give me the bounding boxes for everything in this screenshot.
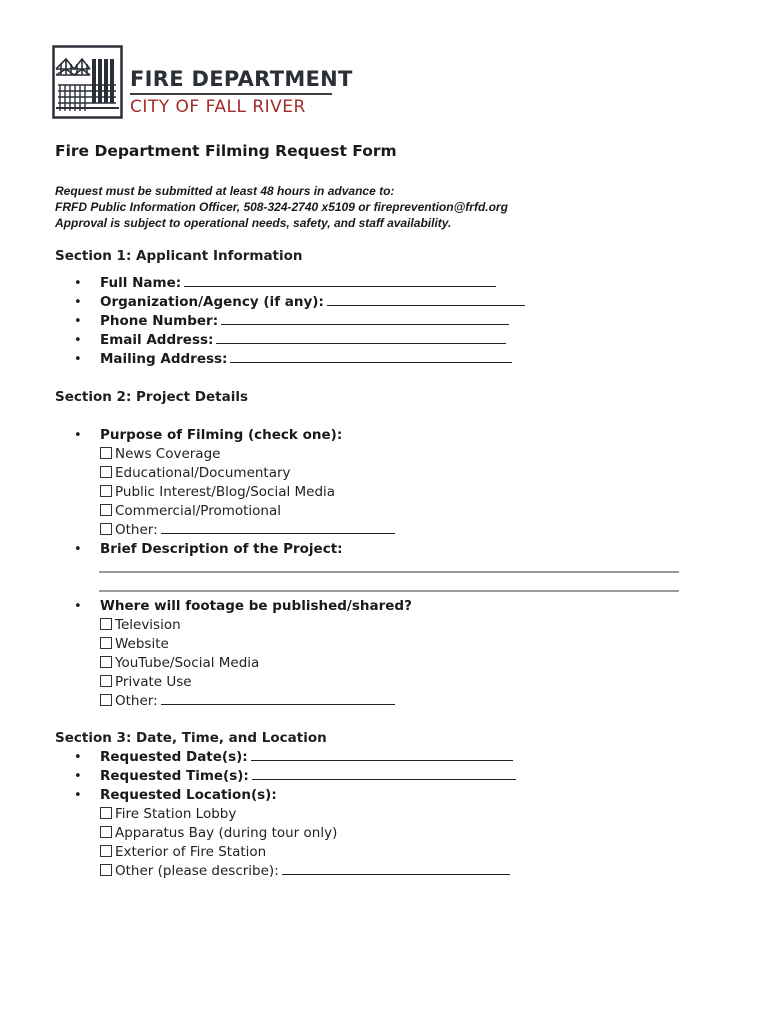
checkbox[interactable] xyxy=(100,864,112,876)
checkbox[interactable] xyxy=(100,807,112,819)
section-2-heading: Section 2: Project Details xyxy=(55,389,249,405)
purpose-option-commercial[interactable] xyxy=(100,502,281,521)
published-option-other[interactable] xyxy=(100,692,395,711)
bullet: • xyxy=(74,314,82,329)
logo-subtitle: CITY OF FALL RIVER xyxy=(130,97,306,117)
bullet: • xyxy=(74,788,82,803)
description-label: Brief Description of the Project: xyxy=(100,541,343,557)
location-option-lobby[interactable] xyxy=(100,805,236,824)
checkbox[interactable] xyxy=(100,523,112,535)
location-option-exterior[interactable] xyxy=(100,843,266,862)
section-3-heading: Section 3: Date, Time, and Location xyxy=(55,730,327,746)
bullet: • xyxy=(74,428,82,443)
field-label: Full Name: xyxy=(100,275,182,291)
checkbox[interactable] xyxy=(100,826,112,838)
published-option-youtube[interactable] xyxy=(100,654,259,673)
option-label: Exterior of Fire Station xyxy=(115,844,267,860)
phone-blank[interactable] xyxy=(221,312,509,325)
option-label: Website xyxy=(115,636,169,652)
requested-date-blank[interactable] xyxy=(251,748,513,761)
bridge-emblem-icon xyxy=(52,45,123,119)
location-option-apparatus-bay[interactable] xyxy=(100,824,337,843)
mailing-address-blank[interactable] xyxy=(230,350,512,363)
fire-department-logo xyxy=(52,45,353,121)
purpose-option-other[interactable] xyxy=(100,521,395,540)
field-label: Phone Number: xyxy=(100,313,219,329)
checkbox[interactable] xyxy=(100,675,112,687)
organization-field[interactable] xyxy=(100,293,525,312)
bullet: • xyxy=(74,352,82,367)
published-other-blank[interactable] xyxy=(161,692,395,705)
field-label: Organization/Agency (if any): xyxy=(100,294,324,310)
checkbox[interactable] xyxy=(100,694,112,706)
logo-title: FIRE DEPARTMENT xyxy=(130,67,353,91)
bullet: • xyxy=(74,769,82,784)
purpose-other-blank[interactable] xyxy=(161,521,395,534)
full-name-field[interactable] xyxy=(100,274,496,293)
checkbox[interactable] xyxy=(100,447,112,459)
checkbox[interactable] xyxy=(100,466,112,478)
option-label: Public Interest/Blog/Social Media xyxy=(115,484,336,500)
intro-line: FRFD Public Information Officer, 508-324-2740 x5109 or fireprevention@frfd.org xyxy=(55,200,508,214)
field-label: Email Address: xyxy=(100,332,214,348)
option-label: YouTube/Social Media xyxy=(115,655,260,671)
description-line[interactable] xyxy=(99,590,679,592)
field-label: Mailing Address: xyxy=(100,351,228,367)
option-label: News Coverage xyxy=(115,446,221,462)
option-label: Other (please describe): xyxy=(115,863,279,879)
checkbox[interactable] xyxy=(100,485,112,497)
published-option-private[interactable] xyxy=(100,673,192,692)
organization-blank[interactable] xyxy=(327,293,525,306)
intro-line: Approval is subject to operational needs, safety, and staff availability. xyxy=(55,216,452,230)
mailing-address-field[interactable] xyxy=(100,350,512,369)
email-blank[interactable] xyxy=(216,331,506,344)
bullet: • xyxy=(74,599,82,614)
bullet: • xyxy=(74,542,82,557)
option-label: Commercial/Promotional xyxy=(115,503,282,519)
purpose-option-news[interactable] xyxy=(100,445,220,464)
intro-line: Request must be submitted at least 48 hours in advance to: xyxy=(55,184,395,198)
checkbox[interactable] xyxy=(100,656,112,668)
published-option-television[interactable] xyxy=(100,616,181,635)
option-label: Other: xyxy=(115,522,158,538)
option-label: Apparatus Bay (during tour only) xyxy=(115,825,338,841)
purpose-label: Purpose of Filming (check one): xyxy=(100,427,343,443)
requested-location-label: Requested Location(s): xyxy=(100,787,277,803)
requested-date-field[interactable] xyxy=(100,748,513,767)
option-label: Other: xyxy=(115,693,158,709)
section-1-heading: Section 1: Applicant Information xyxy=(55,248,303,264)
purpose-option-educational[interactable] xyxy=(100,464,291,483)
phone-field[interactable] xyxy=(100,312,509,331)
description-line[interactable] xyxy=(99,571,679,573)
checkbox[interactable] xyxy=(100,637,112,649)
published-option-website[interactable] xyxy=(100,635,169,654)
email-field[interactable] xyxy=(100,331,506,350)
purpose-option-public-interest[interactable] xyxy=(100,483,335,502)
field-label: Requested Time(s): xyxy=(100,768,249,784)
requested-time-blank[interactable] xyxy=(252,767,516,780)
checkbox[interactable] xyxy=(100,618,112,630)
bullet: • xyxy=(74,276,82,291)
option-label: Television xyxy=(115,617,181,633)
full-name-blank[interactable] xyxy=(184,274,496,287)
requested-time-field[interactable] xyxy=(100,767,516,786)
published-label: Where will footage be published/shared? xyxy=(100,598,412,614)
field-label: Requested Date(s): xyxy=(100,749,248,765)
option-label: Fire Station Lobby xyxy=(115,806,237,822)
option-label: Private Use xyxy=(115,674,192,690)
form-intro xyxy=(55,183,508,231)
bullet: • xyxy=(74,333,82,348)
location-option-other[interactable] xyxy=(100,862,510,881)
bullet: • xyxy=(74,295,82,310)
location-other-blank[interactable] xyxy=(282,862,510,875)
bullet: • xyxy=(74,750,82,765)
checkbox[interactable] xyxy=(100,504,112,516)
logo-divider xyxy=(130,93,332,95)
option-label: Educational/Documentary xyxy=(115,465,291,481)
checkbox[interactable] xyxy=(100,845,112,857)
form-title: Fire Department Filming Request Form xyxy=(55,142,397,160)
